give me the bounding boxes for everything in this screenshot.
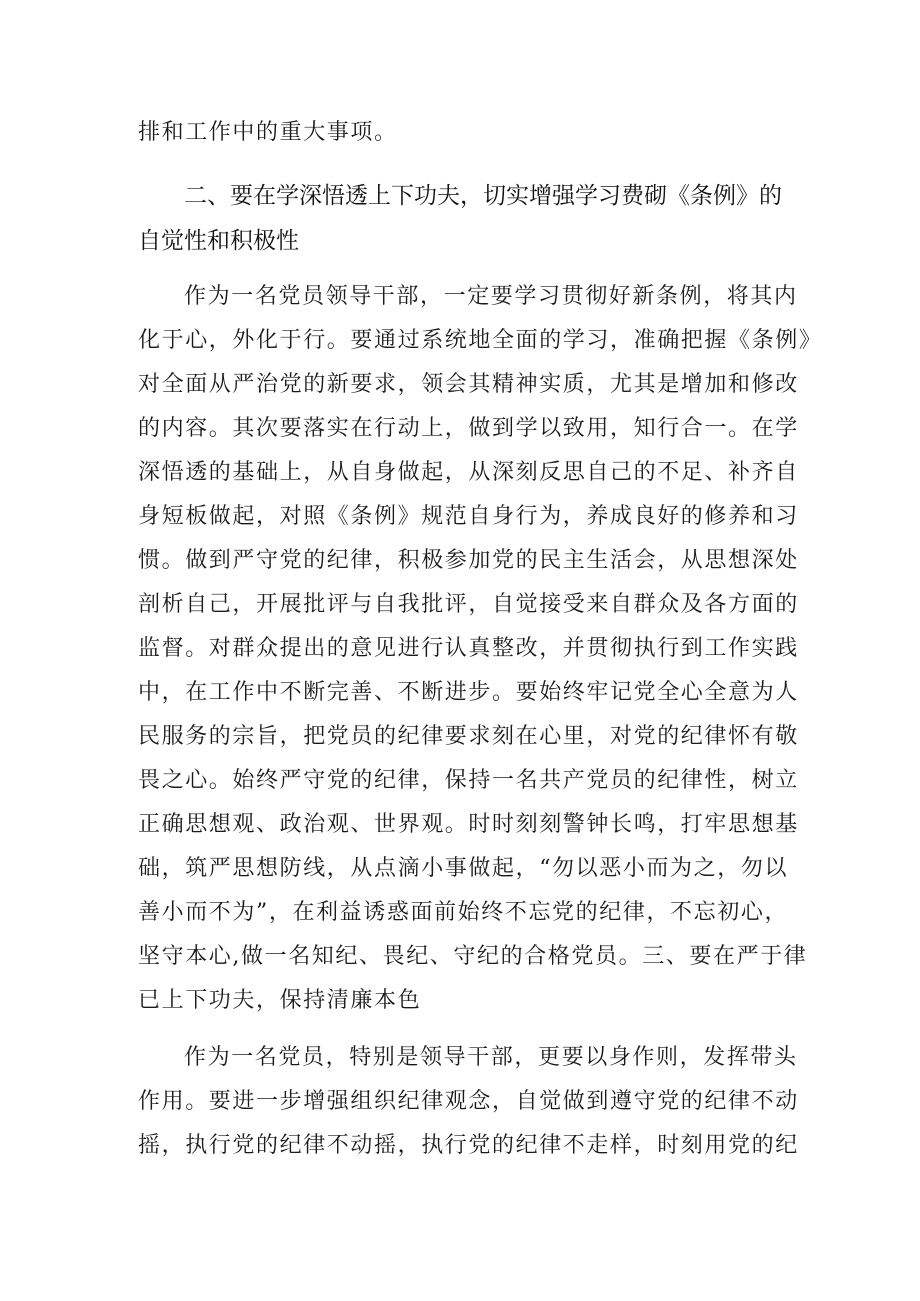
paragraph-line: 深悟透的基础上，从自身做起，从深刻反思自己的不足、补齐自 <box>138 460 799 485</box>
paragraph-line: 作为一名党员领导干部，一定要学习贯彻好新条例，将其内 <box>184 284 798 309</box>
section-heading-line: 自觉性和积极性 <box>138 228 299 254</box>
text-line: 排和工作中的重大事项。 <box>138 120 398 145</box>
paragraph-line: 民服务的宗旨，把党员的纪律要求刻在心里，对党的纪律怀有敬 <box>138 724 799 749</box>
paragraph-line: 善小而不为”，在利益诱惑面前始终不忘党的纪律，不忘初心， <box>138 900 789 925</box>
paragraph-line: 作为一名党员，特别是领导干部，更要以身作则，发挥带头 <box>184 1045 798 1070</box>
paragraph-line: 正确思想观、政治观、世界观。时时刻刻警钟长鸣，打牢思想基 <box>138 812 799 837</box>
paragraph-line: 的内容。其次要落实在行动上，做到学以致用，知行合一。在学 <box>138 416 799 441</box>
paragraph-line: 础，筑严思想防线，从点滴小事做起，“勿以恶小而为之，勿以 <box>138 856 789 881</box>
paragraph-line: 作用。要进一步增强组织纪律观念，自觉做到遵守党的纪律不动 <box>138 1089 799 1114</box>
paragraph-line: 身短板做起，对照《条例》规范自身行为，养成良好的修养和习 <box>138 504 799 529</box>
paragraph-line: 坚守本心,做一名知纪、畏纪、守纪的合格党员。三、要在严于律 <box>138 944 808 969</box>
paragraph-line: 已上下功夫，保持清廉本色 <box>138 988 422 1013</box>
paragraph-line: 惯。做到严守党的纪律，积极参加党的民主生活会，从思想深处 <box>138 548 799 573</box>
paragraph-line: 畏之心。始终严守党的纪律，保持一名共产党员的纪律性，树立 <box>138 768 799 793</box>
paragraph-line: 摇，执行党的纪律不动摇，执行党的纪律不走样，时刻用党的纪 <box>138 1133 799 1158</box>
section-heading-line: 二、要在学深悟透上下功夫，切实增强学习费砌《条例》的 <box>184 183 782 209</box>
paragraph-line: 化于心，外化于行。要通过系统地全面的学习，准确把握《条例》 <box>138 328 823 353</box>
paragraph-line: 中，在工作中不断完善、不断进步。要始终牢记党全心全意为人 <box>138 680 799 705</box>
paragraph-line: 监督。对群众提出的意见进行认真整改，并贯彻执行到工作实践 <box>138 636 799 661</box>
paragraph-line: 剖析自己，开展批评与自我批评，自觉接受来自群众及各方面的 <box>138 592 799 617</box>
paragraph-line: 对全面从严治党的新要求，领会其精神实质，尤其是增加和修改 <box>138 372 799 397</box>
